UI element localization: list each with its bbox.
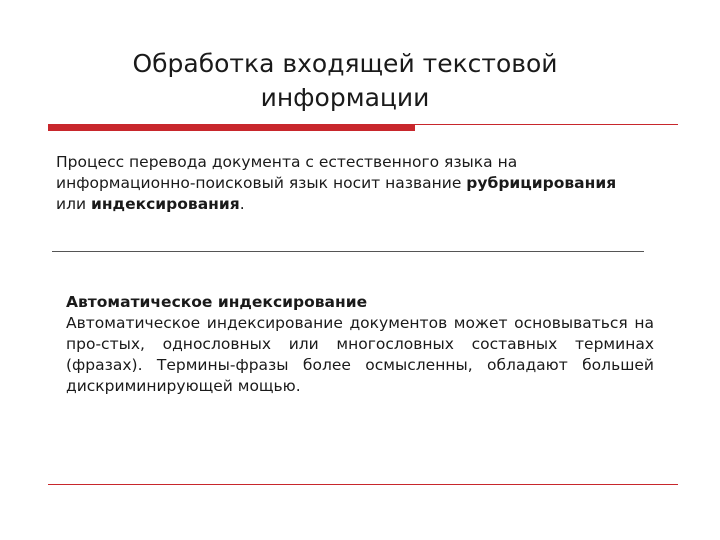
section-divider (52, 251, 644, 252)
intro-text-a: Процесс перевода документа с естественного языка на информационно-поисковый язык носит название (56, 153, 518, 192)
intro-paragraph (56, 152, 636, 215)
section-heading: Автоматическое индексирование (66, 293, 368, 311)
footer-rule (48, 484, 678, 485)
auto-indexing-section (66, 292, 654, 397)
term-rubrication: рубрицирования (466, 174, 617, 192)
title-line-2: информации (260, 83, 430, 112)
title-underline-accent (48, 124, 415, 131)
section-body: Автоматическое индексирование документов может основываться на про-стых, однословных или многословных составных терминах (фразах). Термины-фразы более осмысленны, обладают большей дискриминирующей мощью. (66, 314, 654, 395)
intro-text-b: или (56, 195, 91, 213)
term-indexing: индексирования (90, 195, 240, 213)
intro-text-c: . (239, 195, 245, 213)
title-line-1: Обработка входящей текстовой (132, 49, 558, 78)
slide-title (70, 47, 620, 115)
